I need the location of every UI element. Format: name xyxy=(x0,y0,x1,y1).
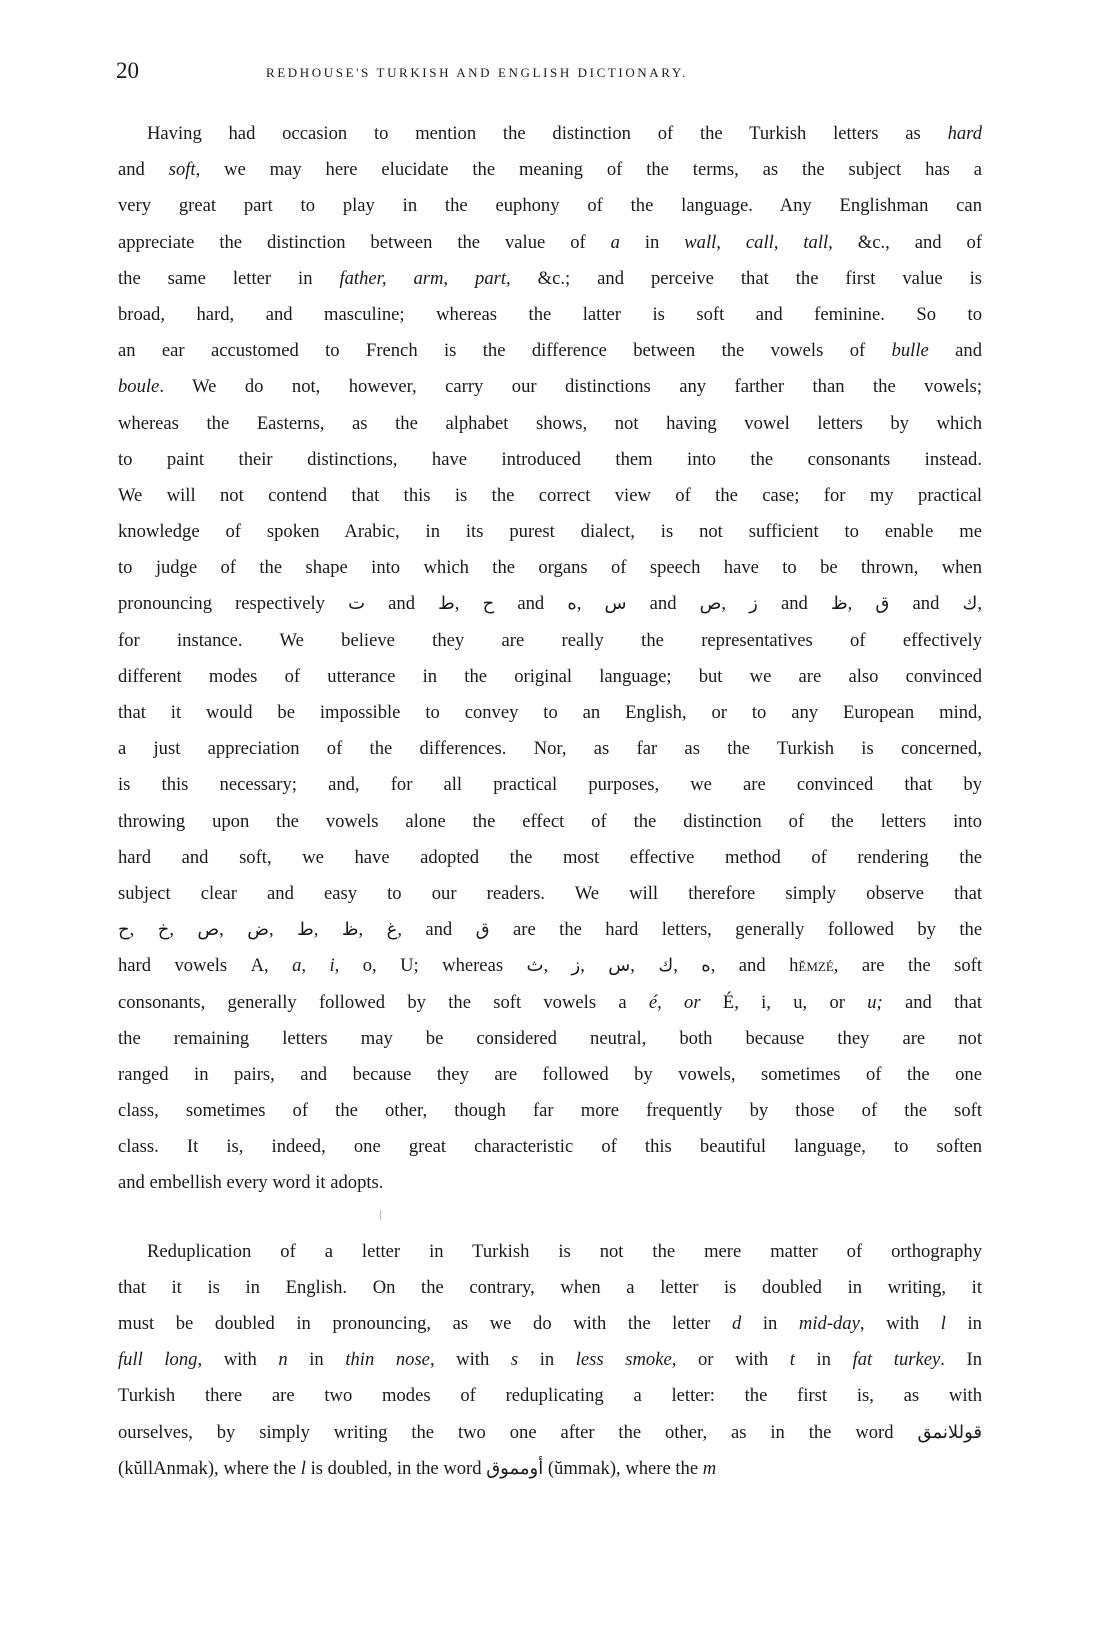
text-line xyxy=(118,695,982,731)
text-segment: for instance. We believe they are really the representatives of effectively xyxy=(118,629,982,651)
italic-text: s xyxy=(510,1349,519,1371)
text-segment: , we may here elucidate the meaning of the terms, as the subject has a xyxy=(195,159,982,181)
text-segment: ourselves, by simply writing the two one after the other, as in the word xyxy=(118,1421,918,1443)
small-caps-text: A xyxy=(250,955,265,977)
arabic-script-text: أومموق xyxy=(486,1457,544,1479)
text-segment: that it is in English. On the contrary, when a letter is doubled in writing, it xyxy=(118,1276,982,1298)
arabic-script-text: ظ xyxy=(341,919,359,941)
text-line xyxy=(118,1093,982,1129)
paragraph xyxy=(118,1234,982,1487)
text-segment: , xyxy=(721,593,750,615)
italic-text: fat turkey xyxy=(852,1349,941,1371)
arabic-script-text: ص xyxy=(197,919,220,941)
text-line xyxy=(118,731,982,767)
arabic-script-text: ه xyxy=(567,593,577,615)
text-segment: , xyxy=(630,955,659,977)
italic-text: a, i, xyxy=(292,955,340,977)
text-line xyxy=(118,261,982,297)
italic-text: n xyxy=(278,1349,288,1371)
text-segment: in xyxy=(287,1349,346,1371)
text-segment: a just appreciation of the differences. Nor, as far as the Turkish is concerned, xyxy=(118,738,982,760)
text-line xyxy=(118,586,982,622)
text-segment: broad, hard, and masculine; whereas the latter is soft and feminine. So to xyxy=(118,303,982,325)
text-segment: , with xyxy=(197,1349,279,1371)
text-segment: hard and soft, we have adopted the most effective method of rendering the xyxy=(118,846,982,868)
text-segment: whereas the Easterns, as the alphabet shows, not having vowel letters by which xyxy=(118,412,982,434)
text-segment: , xyxy=(358,919,387,941)
arabic-script-text: ظ xyxy=(830,593,848,615)
text-segment: throwing upon the vowels alone the effect of the distinction of the letters into xyxy=(118,810,982,832)
text-segment: , i, u, or xyxy=(734,991,868,1013)
text-line xyxy=(118,369,982,405)
paragraph-break xyxy=(118,1202,982,1234)
text-line xyxy=(118,948,982,984)
small-caps-text: U xyxy=(400,955,414,977)
arabic-script-text: ط xyxy=(438,593,455,615)
arabic-script-text: ز xyxy=(749,593,758,615)
arabic-script-text: س xyxy=(608,955,631,977)
italic-text: bulle xyxy=(891,340,929,362)
arabic-script-text: ح xyxy=(118,919,130,941)
text-segment: We will not contend that this is the correct view of the case; for my practical xyxy=(118,484,982,506)
text-segment: , xyxy=(454,593,483,615)
text-segment: to judge of the shape into which the organs of speech have to be thrown, when xyxy=(118,557,982,579)
text-line xyxy=(118,804,982,840)
italic-text: u; xyxy=(867,991,883,1013)
arabic-script-text: ز xyxy=(571,955,581,977)
text-line xyxy=(118,1342,982,1378)
text-segment: Having had occasion to mention the distinction of the Turkish letters as xyxy=(147,123,948,144)
italic-text: less smoke xyxy=(575,1349,672,1371)
text-line xyxy=(118,985,982,1021)
arabic-script-text: س xyxy=(604,593,627,615)
text-segment: and xyxy=(757,593,831,615)
arabic-script-text: ث xyxy=(526,955,544,977)
text-segment: , xyxy=(219,919,248,941)
italic-text: wall, call, tall, xyxy=(684,231,833,253)
text-segment: appreciate the distinction between the value of xyxy=(118,231,611,253)
small-caps-text: ĕmzé xyxy=(798,955,834,977)
text-line xyxy=(118,225,982,261)
italic-text: soft xyxy=(168,159,196,181)
italic-text: hard xyxy=(947,123,982,144)
text-segment: ranged in pairs, and because they are followed by vowels, sometimes of the one xyxy=(118,1063,982,1085)
text-segment: , xyxy=(129,919,158,941)
text-segment: and xyxy=(928,340,982,362)
text-segment: and xyxy=(365,593,439,615)
italic-text: l xyxy=(300,1457,306,1479)
arabic-script-text: غ xyxy=(386,919,398,941)
text-line xyxy=(118,442,982,478)
arabic-script-text: ض xyxy=(247,919,270,941)
text-segment: is doubled, in the word xyxy=(305,1457,487,1479)
text-segment: in xyxy=(741,1313,799,1334)
text-segment: and xyxy=(494,593,568,615)
arabic-script-text: ط xyxy=(297,919,314,941)
text-segment: Turkish there are two modes of reduplicating a letter: the first is, as with xyxy=(118,1385,982,1407)
text-segment: knowledge of spoken Arabic, in its purest dialect, is not sufficient to enable me xyxy=(118,521,982,543)
text-segment: , and h xyxy=(710,955,799,977)
text-segment: , xyxy=(313,919,342,941)
arabic-script-text: ك xyxy=(658,955,674,977)
text-line xyxy=(118,550,982,586)
text-line xyxy=(118,1415,982,1451)
text-segment: Reduplication of a letter in Turkish is not the mere matter of orthography xyxy=(147,1240,982,1262)
text-line xyxy=(118,1451,982,1487)
text-segment: . We do not, however, carry our distinctions any farther than the vowels; xyxy=(159,376,982,398)
text-segment: o, xyxy=(339,955,401,977)
text-line xyxy=(118,623,982,659)
italic-text: mid-day xyxy=(798,1313,860,1334)
text-segment: and xyxy=(889,593,963,615)
text-line xyxy=(118,1165,982,1201)
paragraph xyxy=(118,116,982,1202)
arabic-script-text: ك xyxy=(962,593,978,615)
arabic-script-text: ص xyxy=(699,593,722,615)
text-segment: in xyxy=(794,1349,853,1371)
text-segment: consonants, generally followed by the soft vowels a xyxy=(118,991,649,1013)
italic-text: l xyxy=(940,1313,946,1334)
arabic-script-text: ت xyxy=(348,593,366,615)
arabic-script-text: خ xyxy=(157,919,170,941)
italic-text: d xyxy=(731,1313,742,1334)
text-segment: very great part to play in the euphony of the language. Any Englishman can xyxy=(118,195,982,217)
text-segment: is this necessary; and, for all practical purposes, we are convinced that by xyxy=(118,774,982,796)
text-segment: , xyxy=(977,593,982,615)
arabic-script-text: ق xyxy=(475,919,490,941)
text-segment: , are the soft xyxy=(833,955,983,977)
italic-text: é, or xyxy=(648,991,701,1013)
running-title: REDHOUSE'S TURKISH AND ENGLISH DICTIONARY. xyxy=(266,65,688,80)
text-segment: and xyxy=(118,159,169,181)
text-line xyxy=(118,1129,982,1165)
italic-text: thin nose xyxy=(345,1349,430,1371)
arabic-script-text: قوللانمق xyxy=(917,1421,982,1443)
text-segment: class, sometimes of the other, though far more frequently by those of the soft xyxy=(118,1100,982,1122)
separator-mark xyxy=(380,1210,381,1220)
text-segment: &c., and of xyxy=(832,231,983,253)
text-segment: the remaining letters may be considered neutral, both because they are not xyxy=(118,1027,982,1049)
text-segment: and embellish every word it adopts. xyxy=(118,1172,384,1194)
text-segment: different modes of utterance in the original language; but we are also convinced xyxy=(118,665,982,687)
text-segment: in xyxy=(518,1349,576,1371)
text-line xyxy=(118,152,982,188)
arabic-script-text: ق xyxy=(875,593,890,615)
text-line xyxy=(118,478,982,514)
text-segment: , and xyxy=(397,919,476,941)
arabic-script-text: ح xyxy=(482,593,495,615)
text-segment: , with xyxy=(859,1313,941,1334)
text-segment: , xyxy=(169,919,198,941)
text-segment: &c.; and perceive that the first value is xyxy=(510,267,982,289)
page-header xyxy=(116,58,976,88)
text-segment: . In xyxy=(940,1349,983,1371)
italic-text: a xyxy=(610,231,620,253)
text-line xyxy=(118,514,982,550)
text-line xyxy=(118,1306,982,1342)
text-segment: , xyxy=(269,919,298,941)
text-segment: in xyxy=(619,231,685,253)
text-segment: class. It is, indeed, one great characteristic of this beautiful language, to soften xyxy=(118,1136,982,1158)
text-segment xyxy=(701,992,723,1013)
text-line xyxy=(118,297,982,333)
text-segment: the same letter in xyxy=(118,267,340,289)
italic-text: m xyxy=(702,1457,717,1479)
text-line xyxy=(118,188,982,224)
text-segment: that it would be impossible to convey to an English, or to any European mind, xyxy=(118,702,982,723)
text-segment: and xyxy=(626,593,700,615)
arabic-script-text: ه xyxy=(701,955,711,977)
text-segment: , xyxy=(576,593,605,615)
text-segment: , xyxy=(847,593,876,615)
text-line xyxy=(118,1021,982,1057)
body-text xyxy=(118,116,982,1487)
text-segment: , or with xyxy=(671,1349,790,1371)
text-segment: an ear accustomed to French is the difference between the vowels of xyxy=(118,340,892,362)
text-line xyxy=(118,406,982,442)
text-line xyxy=(118,116,982,152)
text-segment: , xyxy=(673,955,702,977)
text-segment: hard vowels xyxy=(118,955,251,977)
text-segment: pronouncing respectively xyxy=(118,593,349,615)
text-segment: (kŭllAnmak), where the xyxy=(118,1457,301,1479)
text-segment: and that xyxy=(882,991,982,1013)
text-line xyxy=(118,1378,982,1414)
text-segment: must be doubled in pronouncing, as we do with the letter xyxy=(118,1313,732,1334)
text-segment: , xyxy=(580,955,609,977)
italic-text: t xyxy=(789,1349,795,1371)
text-line xyxy=(118,1270,982,1306)
italic-text: boule xyxy=(118,376,160,398)
text-segment: , xyxy=(264,955,293,977)
text-segment: are the hard letters, generally followed by the xyxy=(489,919,983,941)
small-caps-text: É xyxy=(722,991,735,1013)
text-line xyxy=(118,1234,982,1270)
text-line xyxy=(118,333,982,369)
text-segment: ; whereas xyxy=(413,955,527,977)
italic-text: full long xyxy=(118,1349,198,1371)
text-line xyxy=(118,876,982,912)
text-segment: to paint their distinctions, have introduced them into the consonants instead. xyxy=(118,448,982,470)
text-segment: , with xyxy=(429,1349,511,1371)
text-line xyxy=(118,840,982,876)
text-segment: , xyxy=(543,955,572,977)
text-line xyxy=(118,912,982,948)
text-line xyxy=(118,1057,982,1093)
italic-text: father, arm, part, xyxy=(339,267,511,289)
text-line xyxy=(118,659,982,695)
text-segment: (ŭmmak), where the xyxy=(543,1457,703,1479)
text-line xyxy=(118,767,982,803)
text-segment: in xyxy=(945,1313,982,1334)
text-segment: subject clear and easy to our readers. We will therefore simply observe that xyxy=(118,882,982,904)
page-number: 20 xyxy=(116,58,139,83)
